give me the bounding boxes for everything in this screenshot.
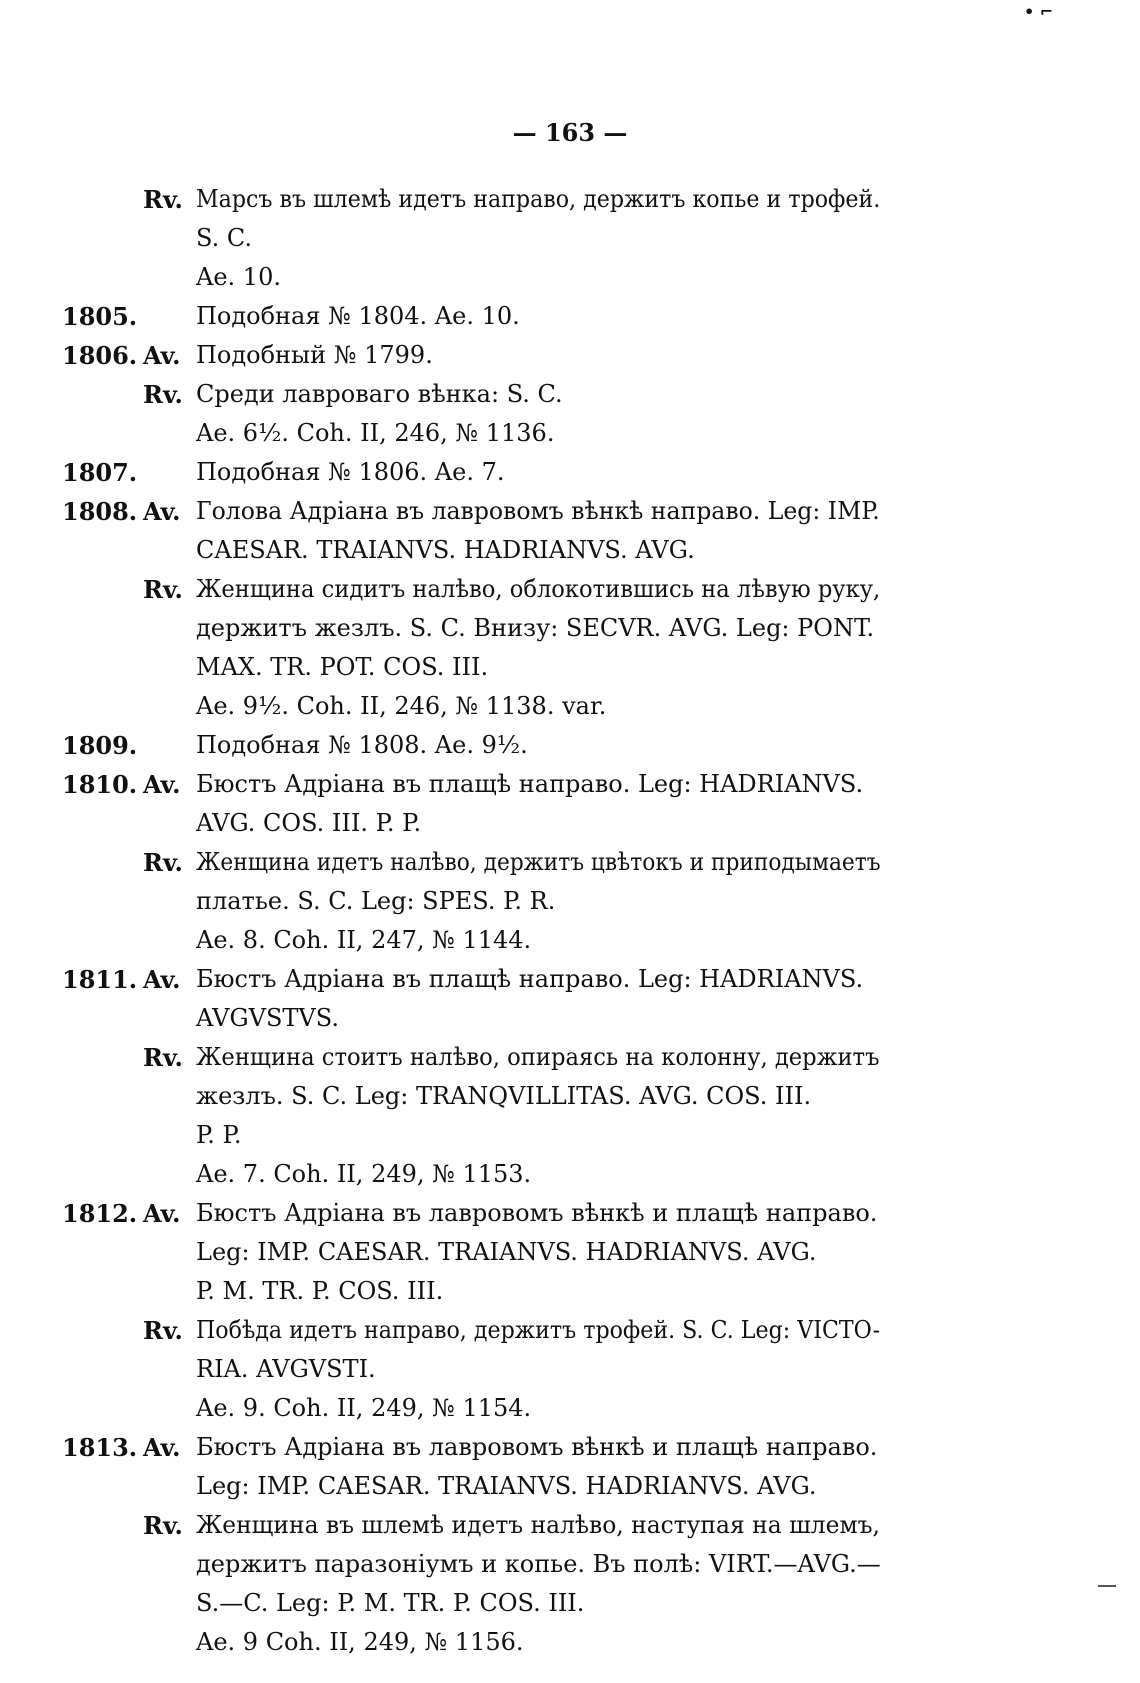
entry-text: P. M. TR. P. COS. III. (196, 1277, 444, 1305)
entry-text: AVGVSTVS. (196, 1004, 339, 1032)
entry-text: Leg: IMP. CAESAR. TRAIANVS. HADRIANVS. AVG. (196, 1238, 817, 1266)
entry-text: платье. S. C. Leg: SPES. P. R. (196, 887, 556, 915)
entry-text: Женщина въ шлемѣ идетъ налѣво, наступая на шлемъ, (196, 1511, 880, 1539)
entry-line (0, 1389, 1140, 1428)
entry-line (0, 1506, 1140, 1545)
entry-number: 1809. (62, 731, 138, 760)
entry-line (0, 882, 1140, 921)
entry-line (0, 1194, 1140, 1233)
entry-text: Ae. 8. Coh. II, 247, № 1144. (196, 926, 532, 954)
entry-text: Leg: IMP. CAESAR. TRAIANVS. HADRIANVS. AVG. (196, 1472, 817, 1500)
side-label: Rv. (143, 1316, 183, 1345)
entry-text: Ae. 9. Coh. II, 249, № 1154. (196, 1394, 532, 1422)
entry-text: Женщина идетъ налѣво, держитъ цвѣтокъ и приподымаетъ (196, 848, 881, 876)
entry-number: 1808. (62, 497, 138, 526)
side-label: Av. (143, 497, 181, 526)
entry-line (0, 999, 1140, 1038)
side-label: Rv. (143, 1043, 183, 1072)
entry-text: держитъ паразоніумъ и копье. Въ полѣ: VIRT.—AVG.— (196, 1550, 881, 1578)
side-label: Rv. (143, 1511, 183, 1540)
entry-line (0, 570, 1140, 609)
entry-text: Подобная № 1808. Ae. 9½. (196, 731, 528, 759)
entry-line (0, 843, 1140, 882)
entry-line (0, 648, 1140, 687)
page-number: — 163 — (512, 118, 628, 147)
entry-text: RIA. AVGVSTI. (196, 1355, 376, 1383)
entry-text: S. C. (196, 224, 252, 252)
entry-number: 1813. (62, 1433, 138, 1462)
entry-line (0, 1038, 1140, 1077)
side-label: Rv. (143, 848, 183, 877)
entry-number: 1810. (62, 770, 138, 799)
entry-text: Ae. 6½. Coh. II, 246, № 1136. (196, 419, 555, 447)
entry-text: MAX. TR. POT. COS. III. (196, 653, 489, 681)
entry-line (0, 609, 1140, 648)
entry-line (0, 531, 1140, 570)
entry-text: Женщина стоитъ налѣво, опираясь на колонну, держитъ (196, 1043, 880, 1071)
entry-text: Среди лавроваго вѣнка: S. C. (196, 380, 563, 408)
entry-number: 1811. (62, 965, 138, 994)
entry-text: S.—C. Leg: P. M. TR. P. COS. III. (196, 1589, 585, 1617)
entry-line (0, 804, 1140, 843)
entry-line (0, 960, 1140, 999)
entry-text: Ae. 7. Coh. II, 249, № 1153. (196, 1160, 532, 1188)
entry-text: AVG. COS. III. P. P. (196, 809, 422, 837)
side-label: Rv. (143, 575, 183, 604)
entry-line (0, 1311, 1140, 1350)
entry-line (0, 375, 1140, 414)
entry-text: Бюстъ Адріана въ плащѣ направо. Leg: HADRIANVS. (196, 965, 864, 993)
entry-text: Ae. 9 Coh. II, 249, № 1156. (196, 1628, 524, 1656)
entry-number: 1807. (62, 458, 138, 487)
entry-line (0, 1428, 1140, 1467)
entry-text: P. P. (196, 1121, 242, 1149)
entry-text: Подобная № 1806. Ae. 7. (196, 458, 505, 486)
entry-line (0, 1467, 1140, 1506)
entry-number: 1812. (62, 1199, 138, 1228)
side-label: Av. (143, 1433, 181, 1462)
side-label: Av. (143, 341, 181, 370)
entry-line (0, 180, 1140, 219)
entry-text: Марсъ въ шлемѣ идетъ направо, держитъ копье и трофей. (196, 185, 881, 213)
entry-line (0, 1233, 1140, 1272)
entry-text: Бюстъ Адріана въ лавровомъ вѣнкѣ и плащѣ направо. (196, 1199, 878, 1227)
entry-line (0, 1350, 1140, 1389)
entry-line (0, 921, 1140, 960)
entry-line (0, 1584, 1140, 1623)
entry-text: Бюстъ Адріана въ лавровомъ вѣнкѣ и плащѣ направо. (196, 1433, 878, 1461)
entry-text: Ae. 9½. Coh. II, 246, № 1138. var. (196, 692, 607, 720)
catalog-entries (0, 180, 1140, 1662)
side-label: Av. (143, 1199, 181, 1228)
side-label: Rv. (143, 185, 183, 214)
entry-text: Подобная № 1804. Ae. 10. (196, 302, 520, 330)
entry-text: Женщина сидитъ налѣво, облокотившись на лѣвую руку, (196, 575, 881, 603)
entry-text: жезлъ. S. C. Leg: TRANQVILLITAS. AVG. COS. III. (196, 1082, 812, 1110)
entry-line (0, 1116, 1140, 1155)
entry-line (0, 453, 1140, 492)
side-label: Av. (143, 770, 181, 799)
entry-line (0, 765, 1140, 804)
side-label: Rv. (143, 380, 183, 409)
entry-line (0, 1545, 1140, 1584)
entry-text: держитъ жезлъ. S. C. Внизу: SECVR. AVG. Leg: PONT. (196, 614, 875, 642)
entry-text: Голова Адріана въ лавровомъ вѣнкѣ направо. Leg: IMP. (196, 497, 880, 525)
entry-line (0, 1623, 1140, 1662)
entry-text: Ae. 10. (196, 263, 281, 291)
entry-line (0, 414, 1140, 453)
corner-mark: • ⌐ (1024, 2, 1054, 21)
entry-line (0, 1077, 1140, 1116)
entry-text: Побѣда идетъ направо, держитъ трофей. S. C. Leg: VICTO- (196, 1316, 881, 1344)
entry-line (0, 219, 1140, 258)
entry-line (0, 1155, 1140, 1194)
entry-line (0, 1272, 1140, 1311)
entry-text: CAESAR. TRAIANVS. HADRIANVS. AVG. (196, 536, 695, 564)
entry-line (0, 726, 1140, 765)
margin-dash (1098, 1585, 1116, 1587)
entry-line (0, 492, 1140, 531)
entry-line (0, 687, 1140, 726)
entry-number: 1805. (62, 302, 138, 331)
entry-line (0, 297, 1140, 336)
entry-line (0, 336, 1140, 375)
entry-text: Подобный № 1799. (196, 341, 433, 369)
entry-line (0, 258, 1140, 297)
entry-text: Бюстъ Адріана въ плащѣ направо. Leg: HADRIANVS. (196, 770, 864, 798)
entry-number: 1806. (62, 341, 138, 370)
side-label: Av. (143, 965, 181, 994)
